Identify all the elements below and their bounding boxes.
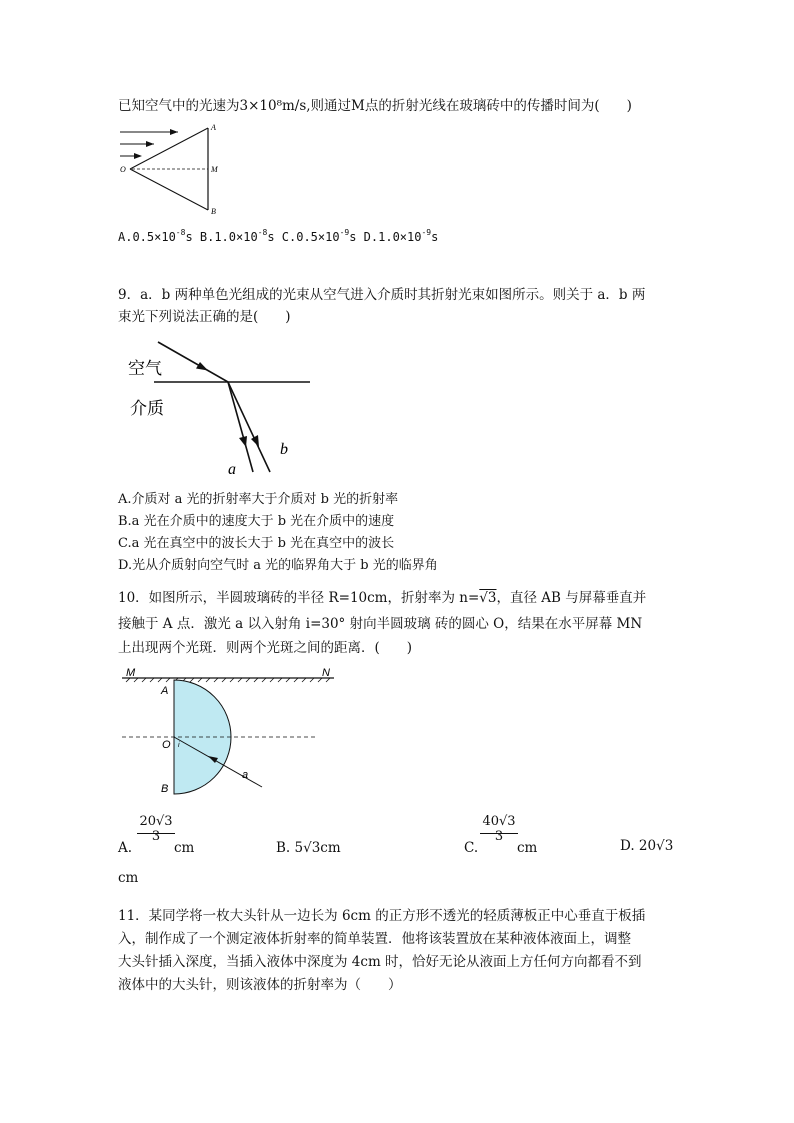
q10-label-i: i [178,742,180,749]
q10-stem-part2: ，直径 AB 与屏幕垂直并 [496,590,647,606]
q10-opt-a-fraction [136,814,176,844]
q10-opt-c-fraction [479,814,519,844]
q10-label-laser-a: a [242,769,249,781]
q10-opt-a-denominator: 3 [151,829,161,844]
q10-opt-c-label: C. [464,840,479,856]
q9-option-b: B.a 光在介质中的速度大于 b 光在介质中的速度 [118,514,395,529]
q9-label-air: 空气 [128,359,162,379]
q8-label-b: B [211,207,216,216]
q8-opt-d: s D.1.0×10 [349,230,422,244]
q9-refraction-figure [120,332,320,482]
q9-label-a: a [228,461,236,478]
q10-label-o: O [162,739,171,751]
q8-options [118,223,438,247]
q10-stem-line2: 接触于 A 点．激光 a 以入射角 i=30° 射向半圆玻璃 砖的圆心 O，结果在水平屏幕 MN [118,616,643,632]
q10-label-b: B [161,783,169,795]
q8-stem: 已知空气中的光速为3×10⁸m/s,则通过M点的折射光线在玻璃砖中的传播时间为( ) [118,98,632,114]
q10-label-n: N [322,667,330,679]
q8-opt-c: s C.0.5×10 [267,230,340,244]
q9-option-a: A.介质对 a 光的折射率大于介质对 b 光的折射率 [118,492,399,507]
q10-opt-a-label: A. [118,840,133,856]
q8-opt-b-exp: -8 [257,228,268,237]
q9-option-d: D.光从介质射向空气时 a 光的临界角大于 b 光的临界角 [118,558,438,573]
q10-stem-line1 [118,588,646,608]
q10-stem-line3: 上出现两个光斑．则两个光斑之间的距离．( ) [118,640,413,656]
q9-stem-line2: 束光下列说法正确的是( ) [118,309,291,325]
q10-opt-d-unit: cm [118,870,139,886]
q9-stem-line1: 9．a．b 两种单色光组成的光束从空气进入介质时其折射光束如图所示。则关于 a．b 两 [118,287,646,303]
q11-stem-line2: 入，制作成了一个测定液体折射率的简单装置．他将该装置放在某种液体液面上，调整 [118,931,631,947]
q11-stem-line4: 液体中的大头针，则该液体的折射率为（ ） [118,977,402,993]
q8-opt-b: s B.1.0×10 [185,230,258,244]
q10-opt-a-numerator: 20√3 [139,814,173,829]
q8-label-o: O [120,165,126,174]
q8-opt-c-exp: -9 [339,228,350,237]
q10-label-m: M [126,667,136,679]
q10-opt-a-fraction-bar [137,833,175,834]
q8-opt-a: A.0.5×10 [118,230,176,244]
q9-option-c: C.a 光在真空中的波长大于 b 光在真空中的波长 [118,536,395,551]
q10-opt-c-fraction-bar [480,833,518,834]
q10-sqrt3: √3 [479,590,497,606]
q8-triangle-figure [118,120,228,220]
q10-semicircle-figure [118,664,348,804]
q10-opt-c-unit: cm [517,840,538,856]
q8-label-m: M [211,165,218,174]
q10-opt-c-denominator: 3 [494,829,504,844]
q10-opt-c-numerator: 40√3 [482,814,516,829]
q8-label-a: A [211,123,216,132]
q10-label-a: A [161,685,169,697]
q8-opt-d-unit: s [431,230,439,244]
q8-opt-a-exp: -8 [175,228,186,237]
q10-opt-d: D. 20√3 [620,838,674,854]
q10-stem-part1: 10．如图所示，半圆玻璃砖的半径 R=10cm，折射率为 n= [118,590,480,606]
q11-stem-line1: 11．某同学将一枚大头针从一边长为 6cm 的正方形不透光的轻质薄板正中心垂直于板插 [118,908,646,924]
q8-opt-d-exp: -9 [421,228,432,237]
q10-opt-a-unit: cm [174,840,195,856]
q9-label-b: b [280,441,288,458]
q11-stem-line3: 大头针插入深度，当插入液体中深度为 4cm 时，恰好无论从液面上方任何方向都看不到 [118,954,642,970]
q9-label-medium: 介质 [130,399,164,419]
q10-opt-b: B. 5√3cm [276,840,341,856]
